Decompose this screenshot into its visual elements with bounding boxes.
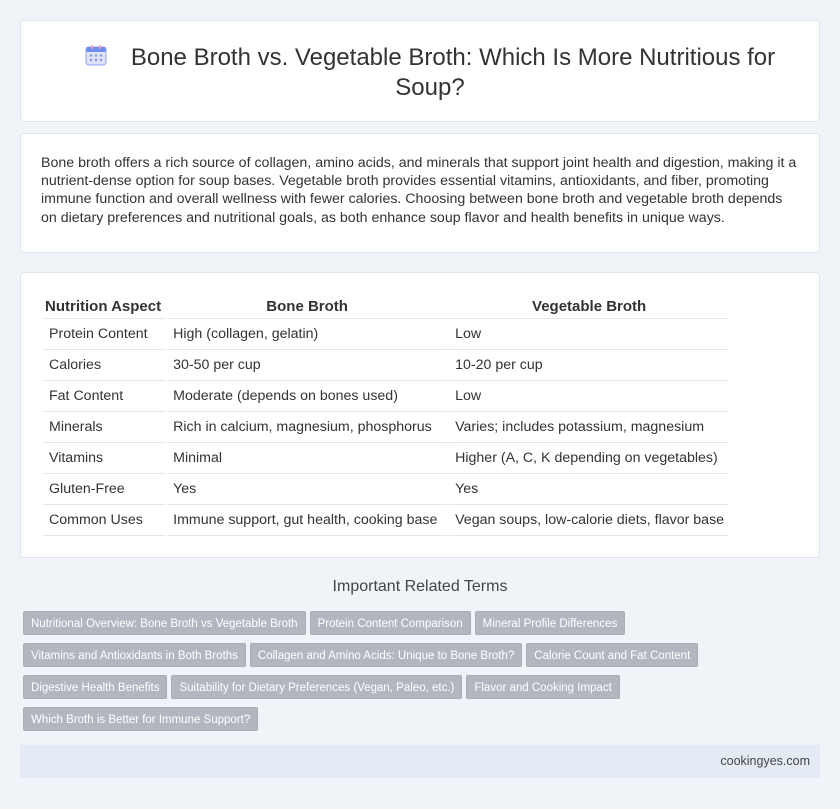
- related-tag[interactable]: Flavor and Cooking Impact: [466, 675, 619, 699]
- related-tag[interactable]: Mineral Profile Differences: [475, 611, 626, 635]
- related-tag[interactable]: Suitability for Dietary Preferences (Vegan, Paleo, etc.): [171, 675, 462, 699]
- table-cell: Yes: [167, 473, 447, 504]
- table-cell: Fat Content: [43, 380, 165, 411]
- table-cell: Minerals: [43, 411, 165, 442]
- intro-card: [20, 133, 820, 253]
- table-cell: Common Uses: [43, 504, 165, 535]
- table-cell: Vitamins: [43, 442, 165, 473]
- calendar-icon: [85, 44, 107, 66]
- related-tag[interactable]: Collagen and Amino Acids: Unique to Bone Broth?: [250, 643, 522, 667]
- table-cell: Varies; includes potassium, magnesium: [449, 411, 729, 442]
- table-cell: Low: [449, 380, 729, 411]
- related-tag[interactable]: Which Broth is Better for Immune Support?: [23, 707, 258, 731]
- table-cell: High (collagen, gelatin): [167, 318, 447, 349]
- table-row: [43, 473, 729, 504]
- related-tag[interactable]: Vitamins and Antioxidants in Both Broths: [23, 643, 246, 667]
- related-tag[interactable]: Calorie Count and Fat Content: [526, 643, 698, 667]
- intro-paragraph: Bone broth offers a rich source of collagen, amino acids, and minerals that support joint health and digestion, making it a nutrient-dense option for soup bases. Vegetable broth provides essential vitamins, antioxidants, and fiber, promoting immune function and overall wellness with fewer calories. Choosing between bone broth and vegetable broth depends on dietary preferences and nutritional goals, as both enhance soup flavor and health benefits in unique ways.: [41, 155, 797, 226]
- tag-row: [23, 643, 743, 675]
- column-header: Nutrition Aspect: [43, 296, 165, 318]
- table-cell: Protein Content: [43, 318, 165, 349]
- table-row: [43, 349, 729, 380]
- table-header-row: [43, 296, 729, 318]
- table-row: [43, 442, 729, 473]
- table-cell: Higher (A, C, K depending on vegetables): [449, 442, 729, 473]
- table-cell: Yes: [449, 473, 729, 504]
- table-cell: Calories: [43, 349, 165, 380]
- table-row: [43, 411, 729, 442]
- footer: [20, 745, 820, 778]
- related-tag[interactable]: Protein Content Comparison: [310, 611, 471, 635]
- table-cell: 10-20 per cup: [449, 349, 729, 380]
- title-card: [20, 20, 820, 122]
- related-tags: [23, 611, 743, 739]
- tag-row: [23, 611, 743, 643]
- comparison-table: [43, 296, 729, 536]
- table-card: [20, 272, 820, 558]
- footer-site[interactable]: cookingyes.com: [720, 754, 810, 768]
- table-cell: 30-50 per cup: [167, 349, 447, 380]
- table-row: [43, 504, 729, 535]
- table-row: [43, 380, 729, 411]
- related-tag[interactable]: Digestive Health Benefits: [23, 675, 167, 699]
- related-tag[interactable]: Nutritional Overview: Bone Broth vs Vegetable Broth: [23, 611, 306, 635]
- column-header: Vegetable Broth: [449, 296, 729, 318]
- table-row: [43, 318, 729, 349]
- tag-row: [23, 707, 743, 739]
- page-title-text: Bone Broth vs. Vegetable Broth: Which Is More Nutritious for Soup?: [130, 44, 776, 101]
- table-cell: Immune support, gut health, cooking base: [167, 504, 447, 535]
- table-cell: Minimal: [167, 442, 447, 473]
- table-cell: Moderate (depends on bones used): [167, 380, 447, 411]
- column-header: Bone Broth: [167, 296, 447, 318]
- related-terms-title: Important Related Terms: [332, 578, 508, 595]
- table-cell: Rich in calcium, magnesium, phosphorus: [167, 411, 447, 442]
- tag-row: [23, 675, 743, 707]
- page-title: [81, 43, 779, 103]
- table-cell: Low: [449, 318, 729, 349]
- table-cell: Gluten-Free: [43, 473, 165, 504]
- table-cell: Vegan soups, low-calorie diets, flavor base: [449, 504, 729, 535]
